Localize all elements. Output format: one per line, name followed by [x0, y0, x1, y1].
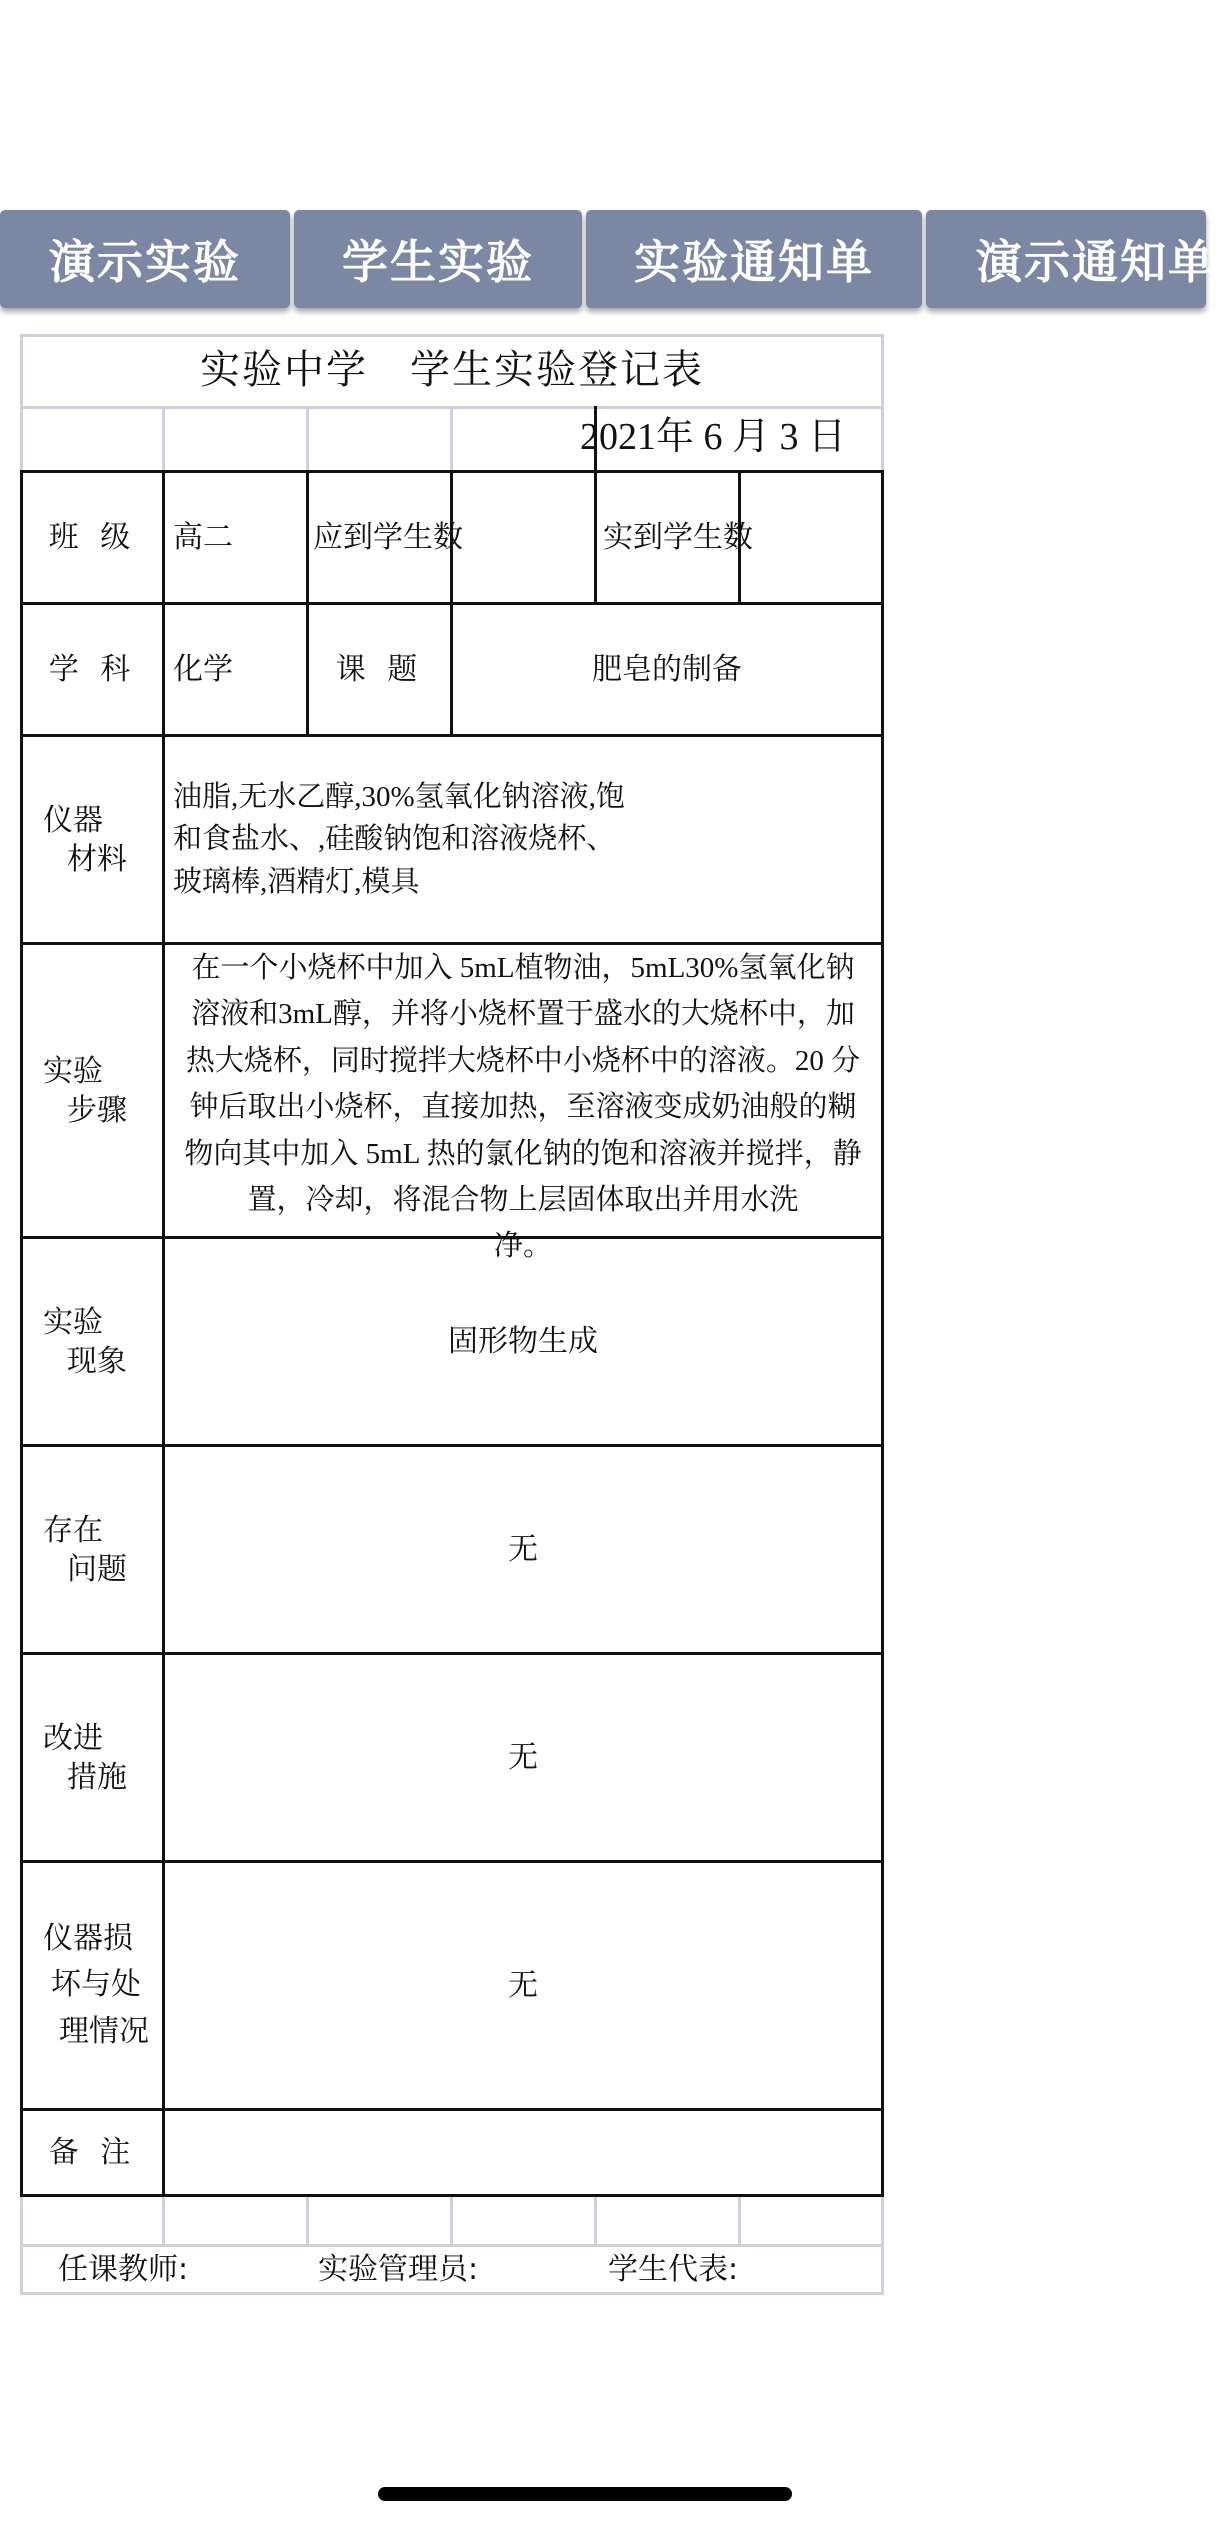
steps-label-line1: 实验 [43, 1053, 103, 1089]
grid-line [450, 406, 453, 472]
damage-label-line1: 仪器损 [43, 1920, 133, 1956]
border-line [20, 2194, 884, 2197]
problems-label-line1: 存在 [43, 1512, 103, 1548]
grid-line [306, 2196, 309, 2244]
topic-label: 课 题 [335, 652, 424, 687]
tab-demo-notice[interactable]: 演示通知单 [926, 210, 1206, 308]
steps-label-line2: 步骤 [67, 1092, 127, 1128]
expected-students-label: 应到学生数 [313, 520, 463, 555]
damage-label [23, 1863, 162, 2108]
problems-label [23, 1447, 162, 1652]
remarks-value[interactable] [165, 2111, 881, 2194]
date-cell[interactable]: 2021年 6 月 3 日 [580, 416, 847, 459]
damage-label-line2: 坏与处 [51, 1967, 141, 2003]
subject-label: 学 科 [48, 652, 137, 687]
problems-value[interactable]: 无 [508, 1532, 538, 1567]
actual-students-label: 实到学生数 [603, 520, 753, 555]
materials-label [23, 737, 162, 942]
grid-line [881, 2196, 884, 2294]
materials-label-line1: 仪器 [43, 802, 103, 838]
grid-line [594, 2196, 597, 2244]
remarks-label: 备 注 [48, 2135, 137, 2170]
expected-students-value[interactable] [453, 473, 594, 602]
tab-demo-experiment[interactable]: 演示实验 [0, 210, 290, 308]
steps-text: 在一个小烧杯中加入 5mL植物油，5mL30%氢氧化钠溶液和3mL醇，并将小烧杯置于盛水的大烧杯中，加热大烧杯，同时搅拌大烧杯中小烧杯中的溶液。20 分钟后取出小烧杯，直接加热，至溶液变成奶油般的糊物向其中加入 5mL 热的氯化钠的饱和溶液并搅拌，静置，冷却，将混合物上层固体取出并用水洗 [184, 952, 862, 1216]
tab-student-experiment[interactable]: 学生实验 [294, 210, 582, 308]
teacher-signature-label: 任课教师: [58, 2251, 189, 2287]
class-label: 班 级 [48, 520, 137, 555]
damage-label-line3: 理情况 [59, 2013, 149, 2049]
actual-students-value[interactable] [741, 473, 881, 602]
tab-bar [0, 210, 1216, 308]
improvements-label-line1: 改进 [43, 1720, 103, 1756]
steps-text-tail: 净。 [493, 1230, 552, 1263]
class-value[interactable]: 高二 [173, 520, 233, 555]
materials-value[interactable]: 油脂,无水乙醇,30%氢氧化钠溶液,饱和食盐水、,硅酸钠饱和溶液烧杯、玻璃棒,酒精灯,模具 [173, 781, 625, 898]
improvements-value[interactable]: 无 [508, 1740, 538, 1775]
border-line [881, 470, 884, 2197]
student-rep-signature-label: 学生代表: [608, 2251, 739, 2287]
phenomenon-label-line2: 现象 [67, 1343, 127, 1379]
improvements-label-line2: 措施 [67, 1759, 127, 1795]
grid-line [450, 2196, 453, 2244]
materials-label-line2: 材料 [67, 841, 127, 877]
grid-line [20, 2196, 23, 2294]
lab-admin-signature-label: 实验管理员: [318, 2251, 479, 2287]
grid-line [306, 406, 309, 472]
improvements-label [23, 1655, 162, 1860]
subject-value[interactable]: 化学 [173, 652, 233, 687]
phenomenon-value[interactable]: 固形物生成 [448, 1324, 598, 1359]
grid-line [738, 2196, 741, 2244]
phenomenon-label-line1: 实验 [43, 1304, 103, 1340]
damage-value[interactable]: 无 [508, 1968, 538, 2003]
home-indicator[interactable] [378, 2487, 792, 2501]
sheet-title: 实验中学 学生实验登记表 [200, 347, 704, 393]
steps-value[interactable] [170, 945, 876, 1263]
grid-line [162, 406, 165, 472]
experiment-record-sheet [20, 334, 884, 2294]
topic-value[interactable]: 肥皂的制备 [592, 652, 742, 687]
tab-experiment-notice[interactable]: 实验通知单 [586, 210, 922, 308]
phenomenon-label [23, 1239, 162, 1444]
steps-label [23, 945, 162, 1236]
grid-line [162, 2196, 165, 2244]
problems-label-line2: 问题 [67, 1551, 127, 1587]
